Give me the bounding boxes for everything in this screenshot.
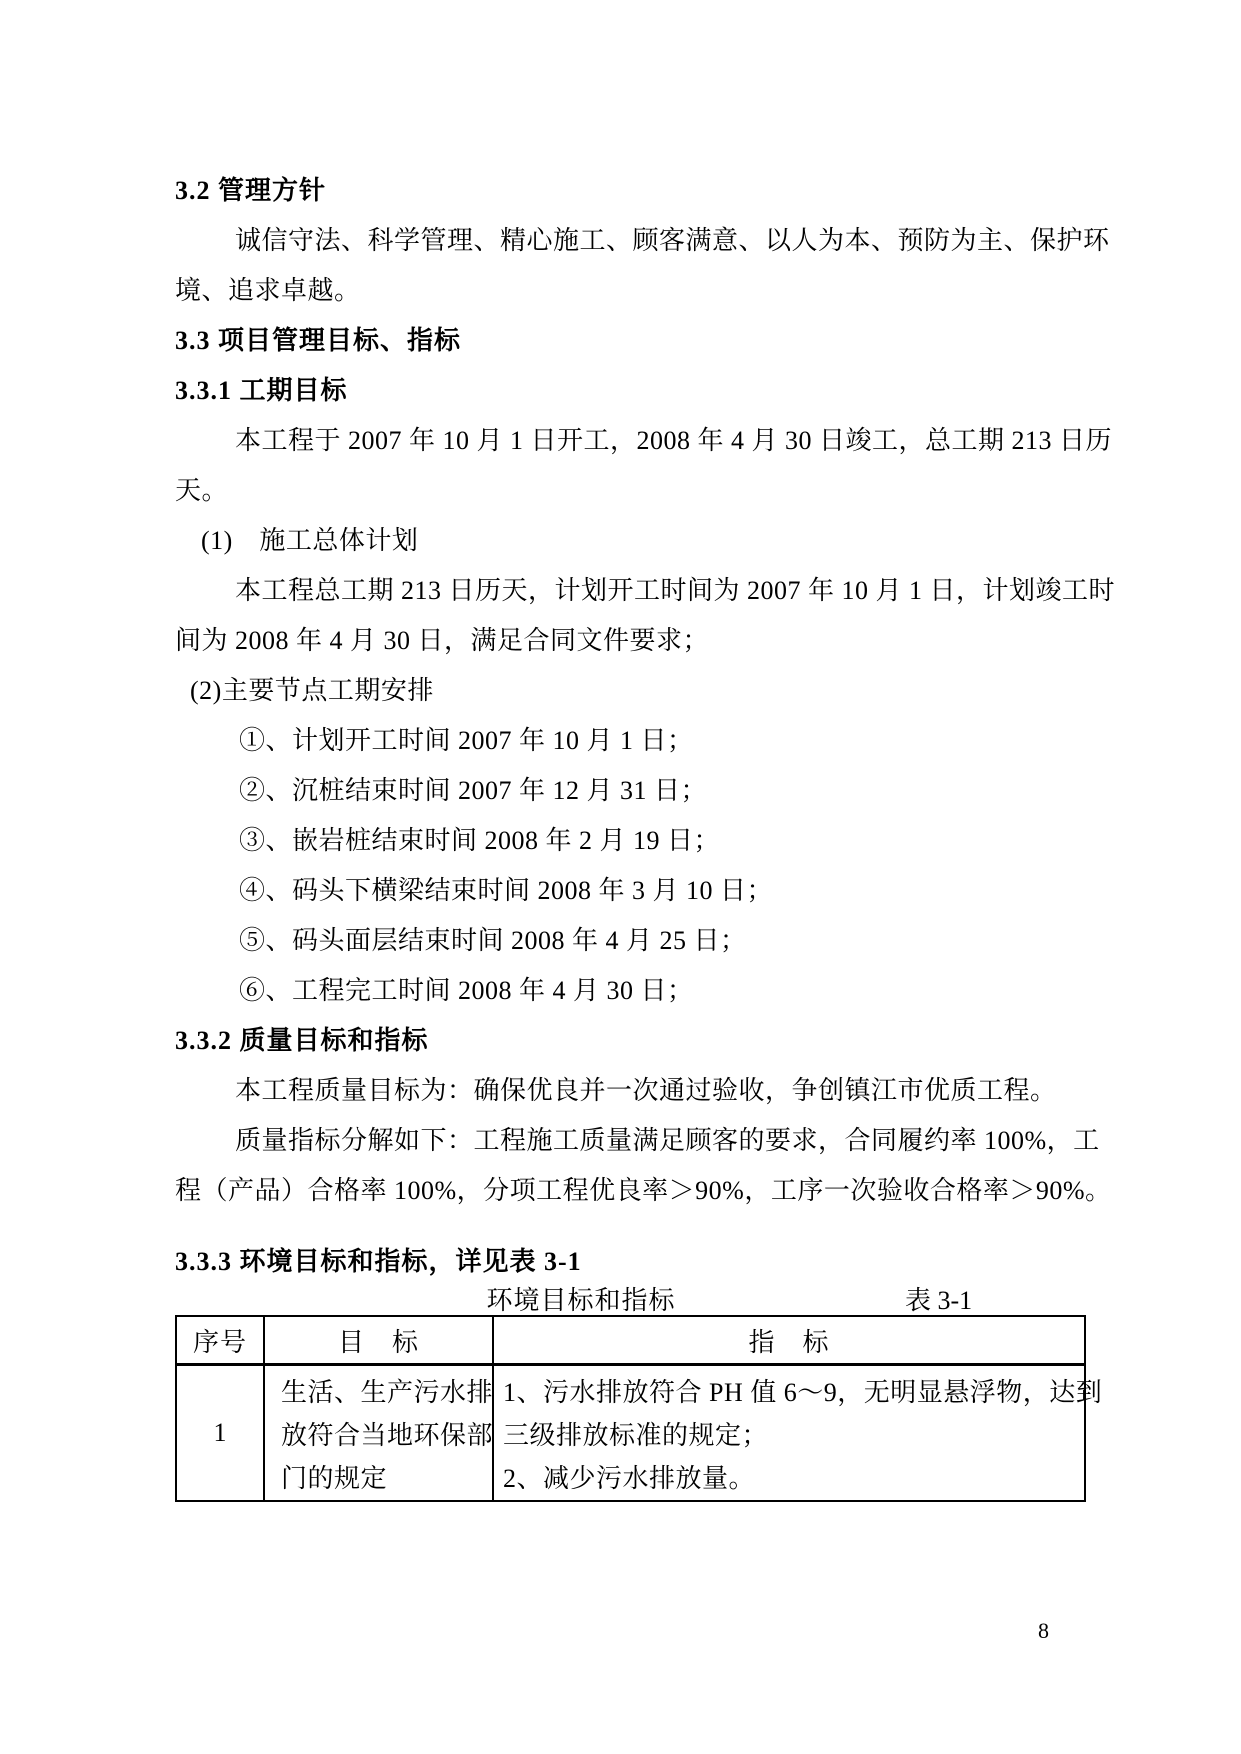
- table-caption-row: [175, 1287, 1087, 1315]
- para-quality-line-2: 程（产品）合格率 100%，分项工程优良率＞90%，工序一次验收合格率＞90%。: [175, 1176, 1112, 1205]
- env-goals-table: [175, 1315, 1103, 1502]
- document-body: [175, 166, 1116, 1502]
- table-caption-label: 表 3-1: [905, 1286, 973, 1315]
- cell-indicator: [493, 1365, 1103, 1502]
- indicator-text: [494, 1366, 1103, 1500]
- table-caption: 环境目标和指标: [486, 1286, 676, 1315]
- list-item-6: ⑥、工程完工时间 2008 年 4 月 30 日；: [239, 976, 694, 1005]
- indicator-line: 2、减少污水排放量。: [503, 1464, 756, 1493]
- para-duration-line-1: 本工程于 2007 年 10 月 1 日开工，2008 年 4 月 30 日竣工，总工期 213 日历: [235, 426, 1113, 455]
- heading-3-3-3: 3.3.3 环境目标和指标，详见表 3-1: [175, 1247, 582, 1276]
- para-plan-line-2: 间为 2008 年 4 月 30 日，满足合同文件要求；: [175, 626, 710, 655]
- list-item-3: ③、嵌岩桩结束时间 2008 年 2 月 19 日；: [239, 826, 721, 855]
- list-item-5: ⑤、码头面层结束时间 2008 年 4 月 25 日；: [239, 926, 747, 955]
- item-overall-plan: (1) 施工总体计划: [201, 526, 419, 555]
- indicator-line: 三级排放标准的规定；: [503, 1421, 769, 1450]
- para-quality-goal: 本工程质量目标为：确保优良并一次通过验收，争创镇江市优质工程。: [235, 1076, 1057, 1105]
- table-header-row: [176, 1316, 1085, 1365]
- cell-goal: [264, 1365, 493, 1502]
- heading-3-2: 3.2 管理方针: [175, 176, 327, 205]
- para-policy-line-1: 诚信守法、科学管理、精心施工、顾客满意、以人为本、预防为主、保护环: [235, 226, 1110, 255]
- para-quality-line-1: 质量指标分解如下：工程施工质量满足顾客的要求，合同履约率 100%，工: [235, 1126, 1100, 1155]
- para-duration-line-2: 天。: [175, 476, 229, 505]
- page-number: 8: [1038, 1618, 1049, 1643]
- goal-line: 门的规定: [281, 1464, 388, 1493]
- cell-seq: 1: [176, 1365, 264, 1502]
- table-header-seq: 序号: [176, 1316, 264, 1365]
- item-key-nodes: (2)主要节点工期安排: [190, 676, 434, 705]
- indicator-line: 1、污水排放符合 PH 值 6～9，无明显悬浮物，达到: [503, 1378, 1103, 1407]
- para-policy-line-2: 境、追求卓越。: [175, 276, 361, 305]
- table-header-goal: 目 标: [264, 1316, 493, 1365]
- heading-3-3-2: 3.3.2 质量目标和指标: [175, 1026, 429, 1055]
- goal-text: [265, 1366, 492, 1500]
- heading-3-3: 3.3 项目管理目标、指标: [175, 326, 462, 355]
- para-plan-line-1: 本工程总工期 213 日历天，计划开工时间为 2007 年 10 月 1 日，计划竣工时: [235, 576, 1116, 605]
- goal-line: 放符合当地环保部: [281, 1421, 494, 1450]
- heading-3-3-1: 3.3.1 工期目标: [175, 376, 348, 405]
- list-item-1: ①、计划开工时间 2007 年 10 月 1 日；: [239, 726, 694, 755]
- table-header-indicator: 指 标: [493, 1316, 1085, 1365]
- list-item-4: ④、码头下横梁结束时间 2008 年 3 月 10 日；: [239, 876, 774, 905]
- table-row: [176, 1365, 1085, 1502]
- goal-line: 生活、生产污水排: [281, 1378, 494, 1407]
- list-item-2: ②、沉桩结束时间 2007 年 12 月 31 日；: [239, 776, 708, 805]
